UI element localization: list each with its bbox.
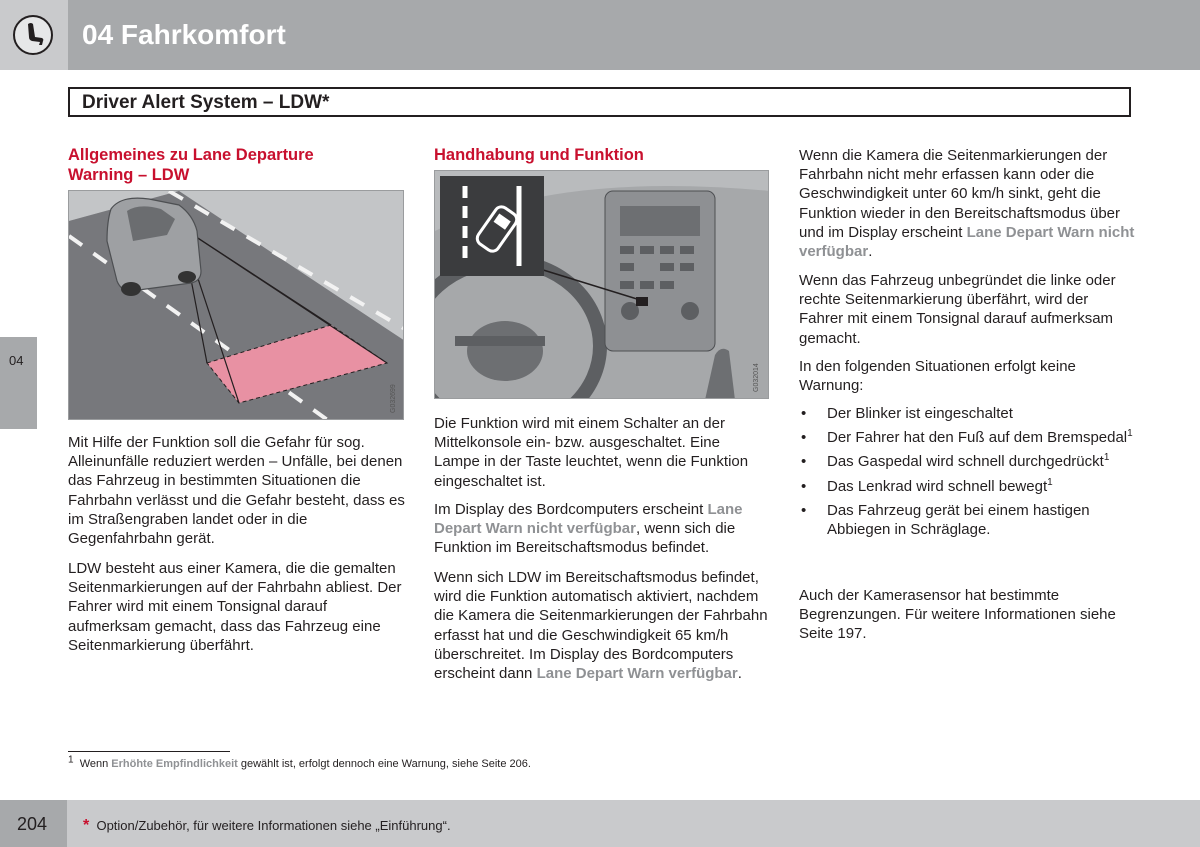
chapter-side-tab-label: 04 <box>9 353 24 368</box>
dashboard-switch-illustration <box>434 170 769 399</box>
footnote-post: gewählt ist, erfolgt dennoch eine Warnung, siehe Seite 206. <box>237 758 531 770</box>
col2-heading: Handhabung und Funktion <box>434 146 644 164</box>
road-camera-diagram <box>69 191 404 420</box>
footnote-ref: 1 <box>1047 476 1053 488</box>
dashboard-diagram <box>435 171 769 399</box>
col2-paragraph-2 <box>434 500 770 558</box>
col3-paragraph-1 <box>799 146 1135 261</box>
chapter-side-tab[interactable] <box>0 337 37 429</box>
list-item-text: Das Fahrzeug gerät bei einem hastigen Abbiegen in Schräglage. <box>827 501 1090 539</box>
footer-note <box>83 817 451 835</box>
col1-heading <box>68 145 408 185</box>
seat-icon <box>12 14 54 56</box>
footnote-ref: 1 <box>1127 428 1133 440</box>
col2-figure-code: G032014 <box>753 363 760 392</box>
col1-paragraph-2: LDW besteht aus einer Kamera, die die gemalten Seitenmarkierungen auf der Fahrbahn abliest. Der Fahrer wird mit einem Tonsignal darauf aufmerksam gemacht, dass das Fahrzeug eine Seitenmarkierung überfährt. <box>68 560 402 654</box>
col2-paragraph-3-pre: Wenn sich LDW im Bereitschaftsmodus befindet, wird die Funktion automatisch aktiviert, nachdem die Kamera die Seitenmarkierungen der Fahrbahn erfasst hat und die Geschwindigkeit 65 km/h überschreitet. Im Display des Bordcomputers erscheint dann <box>434 569 768 683</box>
list-item-text: Das Gaspedal wird schnell durchgedrückt <box>827 453 1104 471</box>
col3-paragraph-2: Wenn das Fahrzeug unbegründet die linke oder rechte Seitenmarkierung überfährt, wird der Fahrer mit einem Tonsignal darauf aufmerksam gemacht. <box>799 272 1116 347</box>
col1-paragraph-1: Mit Hilfe der Funktion soll die Gefahr für sog. Alleinunfälle reduziert werden – Unfälle, bei denen das Fahrzeug in bestimmten Situationen die Fahrbahn verlässt und die Gefahr besteht, dass es im Straßengraben landet oder in die Gegenfahrbahn gerät. <box>68 434 405 548</box>
page-number: 204 <box>17 814 48 834</box>
chapter-header <box>0 0 1200 70</box>
section-title: Driver Alert System – LDW* <box>82 92 330 113</box>
section-title-box <box>68 87 1131 117</box>
col3-paragraph-3: In den folgenden Situationen erfolgt keine Warnung: <box>799 358 1076 395</box>
footnote-divider <box>68 751 230 752</box>
footnote-setting-name: Erhöhte Empfindlichkeit <box>111 758 238 770</box>
col2-paragraph-3-post: . <box>737 665 742 683</box>
col2-paragraph-2-post: , wenn sich die Funktion im Bereitschaftsmodus befindet. <box>434 520 736 557</box>
lane-departure-illustration <box>68 190 404 420</box>
footnote-ref: 1 <box>1103 452 1110 464</box>
col2-paragraph-3 <box>434 568 770 683</box>
page-number-box <box>0 800 67 847</box>
list-item <box>799 477 1135 496</box>
list-item-text: Das Lenkrad wird schnell bewegt <box>827 477 1048 495</box>
no-warning-list <box>799 404 1135 544</box>
col3-paragraph-1-post: . <box>868 243 873 261</box>
col2-paragraph-2-pre: Im Display des Bordcomputers erscheint <box>434 501 708 518</box>
list-item-text: Der Fahrer hat den Fuß auf dem Bremspedal <box>827 429 1128 447</box>
col1-heading-line2: Warning – LDW <box>68 166 190 184</box>
footer-note-text: Option/Zubehör, für weitere Informationen siehe „Einführung“. <box>96 818 451 833</box>
col1-figure-code: G032699 <box>390 384 397 413</box>
col3-paragraph-4: Auch der Kamerasensor hat bestimmte Begrenzungen. Für weitere Informationen siehe Seite 197. <box>799 587 1116 643</box>
option-star: * <box>83 817 90 834</box>
footnote-pre: Wenn <box>79 758 112 770</box>
list-item <box>799 428 1135 447</box>
list-item-text: Der Blinker ist eingeschaltet <box>827 405 1013 422</box>
col1-heading-line1: Allgemeines zu Lane Departure <box>68 146 314 164</box>
list-item <box>799 452 1135 471</box>
col2-paragraph-1: Die Funktion wird mit einem Schalter an der Mittelkonsole ein- bzw. ausgeschaltet. Eine Lampe in der Taste leuchtet, wenn die Funktion eingeschaltet ist. <box>434 415 749 490</box>
display-message-not-available: Lane Depart Warn nicht verfügbar <box>434 501 743 538</box>
chapter-icon-box <box>0 0 68 70</box>
display-message-available: Lane Depart Warn verfügbar <box>536 665 738 683</box>
list-item <box>799 404 1135 423</box>
footnote-number: 1 <box>68 754 74 766</box>
footer-bar <box>67 800 1200 847</box>
footnote <box>68 754 531 770</box>
list-item <box>799 501 1135 539</box>
col3-paragraph-1-pre: Wenn die Kamera die Seitenmarkierungen der Fahrbahn nicht mehr erfassen kann oder die Geschwindigkeit unter 60 km/h sinkt, geht die Funktion wieder in den Bereitschaftsmodus über und im Display erscheint <box>799 147 1121 241</box>
display-message-not-available-2: Lane Depart Warn nicht verfügbar <box>799 223 1135 261</box>
chapter-title: 04 Fahrkomfort <box>82 19 286 50</box>
